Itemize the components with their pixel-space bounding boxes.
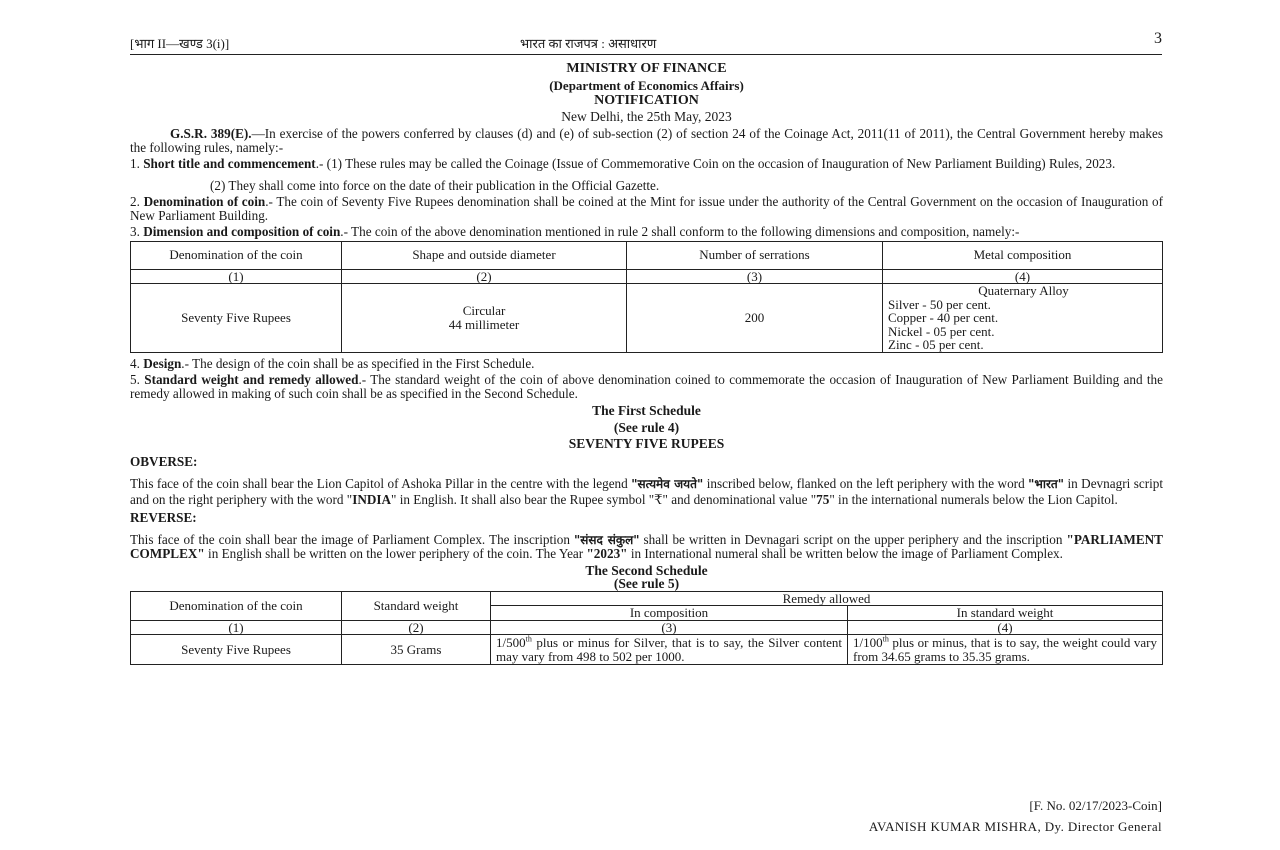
obverse-part: in Devnagri script and on the right periphery with the word " [130, 476, 1164, 507]
alloy-title: Quaternary Alloy [978, 283, 1069, 298]
rule-1-text: .- (1) These rules may be called the Coinage (Issue of Commemorative Coin on the occasion of Inauguration of New Parliament Building) Rules, 2023. [315, 156, 1116, 171]
obverse-part: inscribed below, flanked on the left periphery with the word [706, 476, 1025, 491]
remedy-text: plus or minus, that is to say, the weight could vary from 34.65 grams to 35.35 grams. [853, 635, 1157, 664]
legend-bharat: "भारत" [1028, 477, 1064, 491]
col-number: (3) [491, 620, 848, 635]
rule-4-heading: Design [143, 355, 182, 371]
reverse-part: This face of the coin shall bear the image of Parliament Complex. The inscription [130, 531, 570, 547]
rule-5-number: 5. [130, 372, 140, 387]
col-number: (3) [627, 269, 883, 284]
cell-serrations: 200 [627, 284, 883, 353]
remedy-table [130, 591, 1163, 666]
rule-1-number: 1. [130, 156, 140, 171]
rule-5-text: .- The standard weight of the coin of above denomination coined to commemorate the occasion of Inauguration of New Parliament Building and the remedy allowed in making of such coin shall be as specified in the Second Schedule. [130, 372, 1164, 401]
rule-4-number: 4. [130, 355, 140, 371]
rule-5-heading: Standard weight and remedy allowed [144, 372, 359, 387]
header-part-section: [भाग II—खण्ड 3(i)] [130, 36, 230, 51]
second-schedule-title: The Second Schedule [585, 562, 708, 578]
rule-2-heading: Denomination of coin [143, 194, 266, 209]
alloy-nickel: Nickel - 05 per cent. [888, 323, 995, 339]
cell-shape [342, 284, 627, 353]
rule-1-subrule: (2) They shall come into force on the date of their publication in the Official Gazette. [210, 177, 660, 193]
rule-4 [130, 357, 1163, 371]
reverse-part: shall be written in Devnagari script on the upper periphery and the inscription [643, 531, 1063, 547]
rule-3-heading: Dimension and composition of coin [143, 224, 341, 239]
rule-4-text: .- The design of the coin shall be as specified in the First Schedule. [181, 355, 535, 371]
col-number: (1) [131, 620, 342, 635]
th-in-composition: In composition [491, 606, 848, 621]
rule-1 [130, 157, 1163, 171]
ministry-title: MINISTRY OF FINANCE [566, 61, 727, 76]
preamble-text: —In exercise of the powers conferred by clauses (d) and (e) of sub-section (2) of section 24 of the Coinage Act, 2011(11 of 2011), the Central Government hereby makes the following rules, namely:- [130, 126, 1163, 155]
page-header [130, 30, 1162, 55]
alloy-copper: Copper - 40 per cent. [888, 310, 999, 325]
legend-parliament-complex: "PARLIAMENT COMPLEX" [130, 531, 1163, 561]
remedy-fraction: 1/100 [853, 635, 883, 650]
cell-denomination: Seventy Five Rupees [131, 635, 342, 665]
cell-composition-remedy [491, 635, 848, 665]
remedy-text: plus or minus for Silver, that is to say, the Silver content may vary from 498 to 502 per 1000. [496, 635, 842, 664]
remedy-fraction: 1/500 [496, 635, 526, 650]
signatory: AVANISH KUMAR MISHRA, Dy. Director General [868, 819, 1162, 834]
th-serrations: Number of serrations [627, 241, 883, 269]
obverse-text [130, 476, 1163, 507]
rule-2 [130, 195, 1163, 222]
department-title: (Department of Economics Affairs) [549, 77, 744, 93]
th-denomination: Denomination of the coin [131, 241, 342, 269]
cell-weight: 35 Grams [342, 635, 491, 665]
th-in-standard-weight: In standard weight [848, 606, 1163, 621]
notification-heading: NOTIFICATION [594, 93, 699, 108]
rule-3-number: 3. [130, 224, 140, 239]
obverse-part: This face of the coin shall bear the Lion Capitol of Ashoka Pillar in the centre with the legend [130, 476, 628, 491]
rule-1-heading: Short title and commencement [143, 156, 316, 171]
rule-3-text: .- The coin of the above denomination mentioned in rule 2 shall conform to the following dimensions and composition, namely:- [340, 224, 1020, 239]
file-number: [F. No. 02/17/2023-Coin] [1029, 798, 1162, 813]
reverse-part: in International numeral shall be written below the image of Parliament Complex. [630, 546, 1063, 561]
th-shape: Shape and outside diameter [342, 241, 627, 269]
preamble [130, 127, 1163, 154]
first-schedule-title: The First Schedule [592, 403, 701, 418]
table-number-row [131, 620, 1163, 635]
alloy-silver: Silver - 50 per cent. [888, 296, 991, 312]
table-header-row [131, 591, 1163, 606]
col-number: (2) [342, 269, 627, 284]
reverse-heading: REVERSE: [130, 510, 197, 525]
table-row [131, 284, 1163, 353]
first-schedule-ref: (See rule 4) [613, 419, 680, 435]
obverse-part: " in English. It shall also bear the Rupee symbol "₹" and denominational value " [391, 492, 817, 507]
rule-2-text: .- The coin of Seventy Five Rupees denomination shall be coined at the Mint for issue under the authority of the Central Government on the occasion of Inauguration of New Parliament Building. [130, 194, 1164, 223]
legend-satyamev-jayate: "सत्यमेव जयते" [631, 477, 704, 491]
th-metal: Metal composition [883, 241, 1163, 269]
legend-india: INDIA [352, 492, 392, 507]
col-number: (4) [848, 620, 1163, 635]
notification-body [130, 60, 1163, 665]
cell-composition [883, 284, 1163, 353]
th-denomination: Denomination of the coin [131, 591, 342, 620]
gsr-number: G.S.R. 389(E). [170, 126, 252, 141]
shape-value: Circular [462, 303, 506, 319]
second-schedule-ref: (See rule 5) [613, 576, 680, 591]
denomination-75: 75 [816, 492, 830, 507]
alloy-zinc: Zinc - 05 per cent. [888, 337, 984, 352]
th-remedy-allowed: Remedy allowed [491, 591, 1163, 606]
notification-date: New Delhi, the 25th May, 2023 [561, 108, 732, 124]
reverse-text [130, 533, 1163, 561]
table-number-row [131, 269, 1163, 284]
superscript: th [882, 634, 889, 644]
cell-weight-remedy [848, 635, 1163, 665]
header-gazette-title: भारत का राजपत्र : असाधारण [520, 36, 657, 51]
rule-5 [130, 373, 1163, 400]
obverse-heading: OBVERSE: [130, 453, 198, 469]
th-standard-weight: Standard weight [342, 591, 491, 620]
first-schedule-subtitle: SEVENTY FIVE RUPEES [568, 436, 725, 451]
reverse-part: in English shall be written on the lower periphery of the coin. The Year [208, 546, 584, 561]
rule-3 [130, 225, 1163, 239]
cell-denomination: Seventy Five Rupees [131, 284, 342, 353]
col-number: (4) [883, 269, 1163, 284]
obverse-part: " in the international numerals below the Lion Capitol. [829, 492, 1118, 507]
table-header-row [131, 241, 1163, 269]
coin-specification-table [130, 241, 1163, 353]
legend-sansad-sankul: "संसद संकुल" [574, 532, 640, 547]
table-row [131, 635, 1163, 665]
rule-2-number: 2. [130, 194, 140, 209]
diameter-value: 44 millimeter [448, 316, 520, 332]
legend-year: "2023" [586, 546, 628, 561]
page-number: 3 [1154, 30, 1162, 47]
col-number: (2) [342, 620, 491, 635]
superscript: th [525, 634, 532, 644]
col-number: (1) [131, 269, 342, 284]
